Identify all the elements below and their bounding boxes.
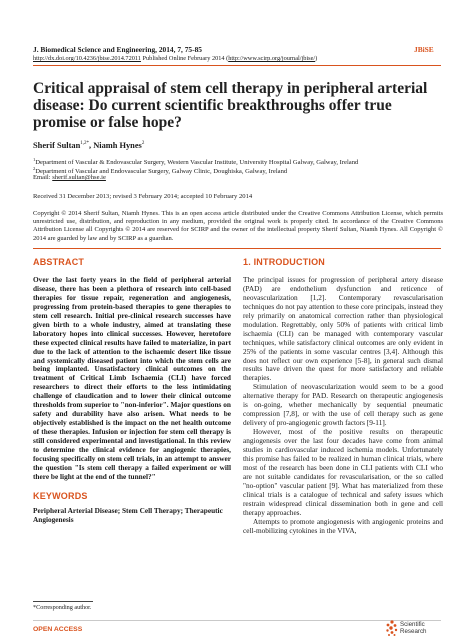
publisher-name-line-1: Scientific — [400, 621, 425, 628]
received-dates: Received 31 December 2013; revised 3 February 2014; accepted 10 February 2014 — [33, 193, 253, 200]
footnote-rule — [33, 601, 93, 602]
introduction-heading: 1. INTRODUCTION — [243, 257, 326, 267]
doi-line — [33, 55, 443, 62]
affiliation-1-marker: 1 — [33, 157, 36, 162]
author-2: Niamh Hynes — [93, 141, 142, 150]
abstract-heading: ABSTRACT — [33, 257, 85, 267]
journal-abbreviation: JBiSE — [414, 45, 434, 54]
left-column — [33, 258, 231, 525]
introduction-body — [243, 276, 443, 536]
affiliation-2-text: Department of Vascular and Endovascular Surgery, Galway Clinic, Doughiska, Galway, Ireland — [35, 168, 288, 176]
footer-rule — [33, 620, 441, 621]
header-rule — [33, 65, 441, 66]
author-separator: , — [89, 141, 94, 150]
scientific-research-logo-icon — [384, 619, 400, 639]
authors — [33, 141, 144, 150]
right-column — [243, 258, 443, 536]
publisher-logo — [384, 618, 444, 640]
journal-url-link[interactable]: http://www.scirp.org/journal/jbise/ — [228, 55, 316, 62]
affiliation-1-text: Department of Vascular & Endovascular Surgery, Western Vascular Institute, University Hospital Galway, Galway, Ireland — [35, 159, 359, 167]
affiliation-2-marker: 2 — [33, 166, 36, 171]
introduction-paragraph-4: Attempts to promote angiogenesis with angiogenic proteins and cell-mobilizing cytokines in the VIVA, — [243, 516, 443, 535]
published-text: Published Online February 2014 ( — [142, 55, 229, 62]
introduction-paragraph-2: Stimulation of neovascularization would seem to be a good alternative therapy for PAD. Research on therapeutic angiogenesis is on-going, whether mechanically by sequential pneumatic compression [7,8], or with the use of cell therapy such as gene delivery of pro-angiogenic growth factors [9-11]. — [243, 382, 443, 428]
email-link[interactable]: sherif.sultan@hse.ie — [52, 174, 106, 181]
introduction-paragraph-3: However, most of the positive results on therapeutic angiogenesis over the last four decades have come from animal studies in cardiovascular induced ischemia models. Unfortunately this promise has failed to be realized in human clinical trials, where most of the research has been done in CLI patients with CLI who are not suitable candidates for revascularisation, or the so called "no-option" vascular patient [9]. What has materialized from these clinical trials is a catalogue of technical and safety issues which restrain widespread clinical dissemination both in gene and cell therapy approaches. — [243, 427, 443, 517]
abstract-text: Over the last forty years in the field of peripheral arterial disease, there has been a plethora of research into cell-based therapies for tissue repair, regeneration and angiogenesis, progressing from protein-based therapies to gene therapies to stem cell research. Initial pre-clinical research successes have given birth to a whole industry, aimed at translating these laboratory hopes into clinical successes. However, heretofore these expected clinical results have failed to materialize, in part due to the lack of attention to the ischaemic desert like tissue and systemically diseased patient into which the stem cells are being implanted. Unsatisfactory clinical outcomes on the treatment of Critical Limb Ischaemia (CLI) have forced researchers to direct their efforts to the less intimidating challenge of claudication and to lower their clinical outcome thresholds from superior to "non-inferior". Major questions on safety and durability have also arisen. What needs to be objectively established is the impact on the net health outcome of these therapies. Infusion or injection for stem cell therapy is still considered experimental and investigational. In this review to determine the clinical evidence for angiogenic therapies, focusing specifically on stem cell trials, in an attempt to answer the question "Is stem cell therapy a failed experiment or will there be light at the end of the tunnel?" — [33, 274, 231, 481]
keywords-text: Peripheral Arterial Disease; Stem Cell Therapy; Therapeutic Angiogenesis — [33, 505, 223, 524]
journal-citation: J. Biomedical Science and Engineering, 2014, 7, 75-85 — [33, 45, 202, 54]
email-label: Email: — [33, 174, 53, 181]
copyright-notice: Copyright © 2014 Sherif Sultan, Niamh Hynes. This is an open access article distributed under the Creative Commons Attribution License, which permits unrestricted use, distribution, and reproduction in any medium, provided the original work is properly cited. In accordance of the Creative Commons Attribution License all Copyrights © 2014 are reserved for SCIRP and the owner of the intellectual property Sherif Sultan, Niamh Hynes. All Copyright © 2014 are guarded by law and by SCIRP as a guardian. — [33, 210, 443, 242]
author-1: Sherif Sultan — [33, 141, 81, 150]
copyright-rule — [33, 248, 441, 249]
introduction-paragraph-1: The principal issues for progression of peripheral artery disease (PAD) are endothelium dysfunction and reticence of neovascularization [1,2]. Contemporary revascularisation techniques do not pay attention to these core principals, instead they rely primarily on anatomical correction rather than physiological modulation. Regrettably, only 50% of patients with critical limb ischaemia (CLI) can be managed with contemporary vascular techniques, while satisfactory clinical outcomes are only evident in 25% of the patients in some vascular centres [3,4]. Although this does not reflect our own experience [5-8], in general such dismal results have driven the quest for more satisfactory and reliable therapies. — [243, 274, 443, 383]
published-close: ) — [315, 55, 318, 62]
author-1-affiliation: 1,2* — [80, 141, 89, 147]
doi-link[interactable]: http://dx.doi.org/10.4236/jbise.2014.72011 — [33, 55, 141, 62]
email-line — [33, 174, 443, 182]
paper-title: Critical appraisal of stem cell therapy in peripheral arterial disease: Do current scientific breakthroughs offer true promise or false hope? — [33, 80, 428, 131]
author-2-affiliation: 2 — [141, 141, 145, 147]
keywords-heading: KEYWORDS — [33, 490, 88, 501]
footnote: *Corresponding author. — [33, 604, 92, 611]
publisher-name-line-2: Research — [400, 628, 427, 635]
open-access-label: OPEN ACCESS — [33, 626, 83, 633]
